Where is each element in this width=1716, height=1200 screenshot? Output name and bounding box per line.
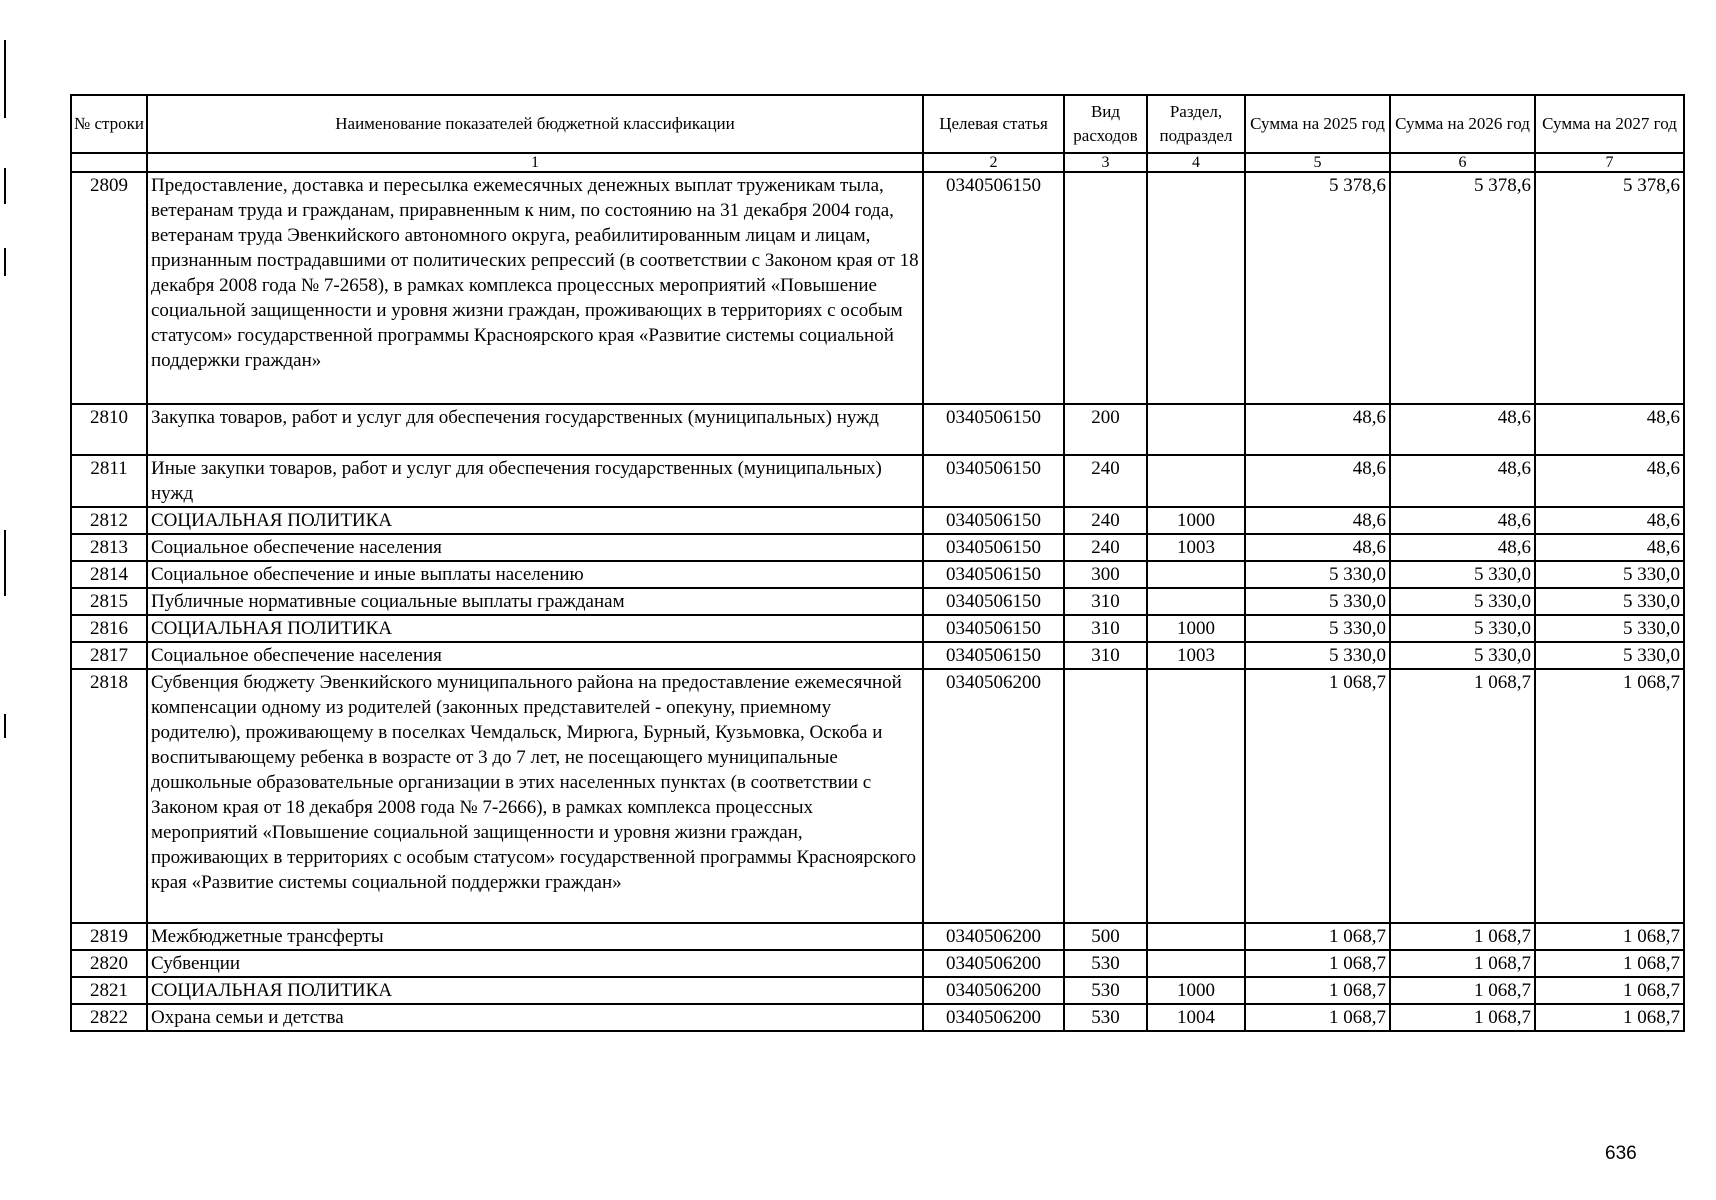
row-section [1147,669,1245,923]
row-sum-2027: 5 330,0 [1535,588,1684,615]
row-sum-2027: 48,6 [1535,507,1684,534]
page-number: 636 [1605,1143,1637,1164]
row-number: 2815 [71,588,147,615]
row-expense-type: 240 [1064,534,1147,561]
row-number: 2814 [71,561,147,588]
table-row [71,923,1684,950]
column-number: 7 [1535,153,1684,172]
table-row [71,534,1684,561]
row-sum-2026: 1 068,7 [1390,950,1535,977]
row-section: 1000 [1147,507,1245,534]
header-section: Раздел, подраздел [1147,95,1245,153]
row-target-article: 0340506150 [923,642,1064,669]
row-sum-2027: 1 068,7 [1535,1004,1684,1031]
row-number: 2822 [71,1004,147,1031]
row-sum-2025: 5 330,0 [1245,561,1390,588]
row-sum-2027: 5 330,0 [1535,642,1684,669]
row-expense-type: 240 [1064,507,1147,534]
column-number: 3 [1064,153,1147,172]
row-sum-2026: 5 330,0 [1390,588,1535,615]
table-row [71,669,1684,923]
row-section [1147,455,1245,507]
row-target-article: 0340506150 [923,615,1064,642]
column-number: 1 [147,153,923,172]
row-sum-2026: 48,6 [1390,404,1535,455]
row-expense-type: 530 [1064,1004,1147,1031]
row-expense-type [1064,172,1147,404]
row-target-article: 0340506150 [923,455,1064,507]
row-expense-type: 310 [1064,615,1147,642]
header-expense-type: Вид расходов [1064,95,1147,153]
header-target-article: Целевая статья [923,95,1064,153]
header-sum-2027: Сумма на 2027 год [1535,95,1684,153]
row-name: Социальное обеспечение населения [147,642,923,669]
row-sum-2025: 1 068,7 [1245,923,1390,950]
header-sum-2025: Сумма на 2025 год [1245,95,1390,153]
table-row [71,172,1684,404]
row-sum-2025: 48,6 [1245,404,1390,455]
table-row [71,977,1684,1004]
row-section [1147,950,1245,977]
table-row [71,507,1684,534]
column-number: 6 [1390,153,1535,172]
row-sum-2026: 1 068,7 [1390,923,1535,950]
row-sum-2025: 1 068,7 [1245,950,1390,977]
header-name: Наименование показателей бюджетной классификации [147,95,923,153]
header-row-number: № строки [71,95,147,153]
row-sum-2025: 5 330,0 [1245,588,1390,615]
row-sum-2025: 5 378,6 [1245,172,1390,404]
scan-edge-mark [4,530,6,596]
row-section: 1003 [1147,642,1245,669]
row-name: Социальное обеспечение и иные выплаты населению [147,561,923,588]
row-sum-2027: 1 068,7 [1535,977,1684,1004]
row-name: СОЦИАЛЬНАЯ ПОЛИТИКА [147,615,923,642]
row-section: 1003 [1147,534,1245,561]
row-expense-type: 240 [1064,455,1147,507]
row-sum-2027: 48,6 [1535,404,1684,455]
row-sum-2025: 48,6 [1245,507,1390,534]
row-sum-2027: 5 378,6 [1535,172,1684,404]
row-sum-2027: 1 068,7 [1535,923,1684,950]
row-name: Предоставление, доставка и пересылка ежемесячных денежных выплат труженикам тыла, ветеранам труда и гражданам, приравненным к ним, по состоянию на 31 декабря 2004 года, ветеранам труда Эвенкийского автономного округа, реабилитированным лицам и лицам, признанным пострадавшими от политических репрессий (в соответствии с Законом края от 18 декабря 2008 года № 7-2658), в рамках комплекса процессных мероприятий «Повышение социальной защищенности и уровня жизни граждан, проживающих в территориях с особым статусом» государственной программы Красноярского края «Развитие системы социальной поддержки граждан» [147,172,923,404]
scan-edge-mark [4,40,6,118]
row-sum-2025: 1 068,7 [1245,977,1390,1004]
row-section [1147,588,1245,615]
row-number: 2812 [71,507,147,534]
row-name: Публичные нормативные социальные выплаты гражданам [147,588,923,615]
row-sum-2027: 48,6 [1535,455,1684,507]
row-target-article: 0340506150 [923,588,1064,615]
row-expense-type: 530 [1064,977,1147,1004]
column-number: 5 [1245,153,1390,172]
row-target-article: 0340506200 [923,923,1064,950]
row-sum-2026: 48,6 [1390,507,1535,534]
row-sum-2025: 5 330,0 [1245,615,1390,642]
row-target-article: 0340506200 [923,669,1064,923]
scan-edge-mark [4,714,6,738]
row-sum-2027: 5 330,0 [1535,615,1684,642]
row-sum-2025: 1 068,7 [1245,1004,1390,1031]
row-expense-type: 310 [1064,588,1147,615]
row-number: 2817 [71,642,147,669]
row-sum-2026: 48,6 [1390,455,1535,507]
column-numbers-row [71,153,1684,172]
row-sum-2027: 1 068,7 [1535,950,1684,977]
row-sum-2026: 5 330,0 [1390,561,1535,588]
row-sum-2027: 1 068,7 [1535,669,1684,923]
row-target-article: 0340506150 [923,534,1064,561]
row-target-article: 0340506200 [923,1004,1064,1031]
row-sum-2026: 1 068,7 [1390,1004,1535,1031]
row-expense-type: 530 [1064,950,1147,977]
column-number [71,153,147,172]
row-section: 1000 [1147,977,1245,1004]
table-row [71,588,1684,615]
row-target-article: 0340506150 [923,561,1064,588]
row-target-article: 0340506150 [923,507,1064,534]
row-target-article: 0340506200 [923,950,1064,977]
column-number: 2 [923,153,1064,172]
row-section [1147,172,1245,404]
row-sum-2025: 48,6 [1245,455,1390,507]
row-number: 2810 [71,404,147,455]
table-row [71,455,1684,507]
row-number: 2811 [71,455,147,507]
row-section [1147,561,1245,588]
row-section: 1004 [1147,1004,1245,1031]
row-expense-type: 300 [1064,561,1147,588]
table-row [71,950,1684,977]
row-sum-2026: 1 068,7 [1390,977,1535,1004]
table-row [71,404,1684,455]
row-number: 2821 [71,977,147,1004]
row-name: Иные закупки товаров, работ и услуг для обеспечения государственных (муниципальных) нужд [147,455,923,507]
row-target-article: 0340506150 [923,172,1064,404]
row-number: 2813 [71,534,147,561]
row-expense-type: 200 [1064,404,1147,455]
row-sum-2025: 48,6 [1245,534,1390,561]
row-section [1147,923,1245,950]
row-number: 2816 [71,615,147,642]
row-sum-2026: 5 330,0 [1390,615,1535,642]
row-sum-2026: 5 378,6 [1390,172,1535,404]
row-number: 2819 [71,923,147,950]
row-sum-2026: 1 068,7 [1390,669,1535,923]
row-number: 2818 [71,669,147,923]
row-name: Межбюджетные трансферты [147,923,923,950]
row-sum-2027: 48,6 [1535,534,1684,561]
row-sum-2026: 5 330,0 [1390,642,1535,669]
scan-edge-mark [4,168,6,204]
table-row [71,642,1684,669]
row-name: СОЦИАЛЬНАЯ ПОЛИТИКА [147,977,923,1004]
row-section: 1000 [1147,615,1245,642]
row-name: Социальное обеспечение населения [147,534,923,561]
row-name: Закупка товаров, работ и услуг для обеспечения государственных (муниципальных) нужд [147,404,923,455]
row-sum-2027: 5 330,0 [1535,561,1684,588]
row-target-article: 0340506150 [923,404,1064,455]
row-expense-type [1064,669,1147,923]
row-number: 2820 [71,950,147,977]
row-name: Охрана семьи и детства [147,1004,923,1031]
header-sum-2026: Сумма на 2026 год [1390,95,1535,153]
table-row [71,615,1684,642]
row-target-article: 0340506200 [923,977,1064,1004]
row-sum-2025: 5 330,0 [1245,642,1390,669]
row-section [1147,404,1245,455]
scan-edge-mark [4,248,6,276]
row-number: 2809 [71,172,147,404]
budget-table [70,94,1685,1032]
row-sum-2026: 48,6 [1390,534,1535,561]
table-row [71,561,1684,588]
row-sum-2025: 1 068,7 [1245,669,1390,923]
column-number: 4 [1147,153,1245,172]
row-name: Субвенции [147,950,923,977]
table-header-row [71,95,1684,153]
row-expense-type: 310 [1064,642,1147,669]
row-name: Субвенция бюджету Эвенкийского муниципального района на предоставление ежемесячной компенсации одному из родителей (законных представителей - опекуну, приемному родителю), проживающему в поселках Чемдальск, Мирюга, Бурный, Кузьмовка, Оскоба и воспитывающему ребенка в возрасте от 3 до 7 лет, не посещающего муниципальные дошкольные образовательные организации в этих населенных пунктах (в соответствии с Законом края от 18 декабря 2008 года № 7-2666), в рамках комплекса процессных мероприятий «Повышение социальной защищенности и уровня жизни граждан, проживающих в территориях с особым статусом» государственной программы Красноярского края «Развитие системы социальной поддержки граждан» [147,669,923,923]
row-name: СОЦИАЛЬНАЯ ПОЛИТИКА [147,507,923,534]
table-row [71,1004,1684,1031]
row-expense-type: 500 [1064,923,1147,950]
